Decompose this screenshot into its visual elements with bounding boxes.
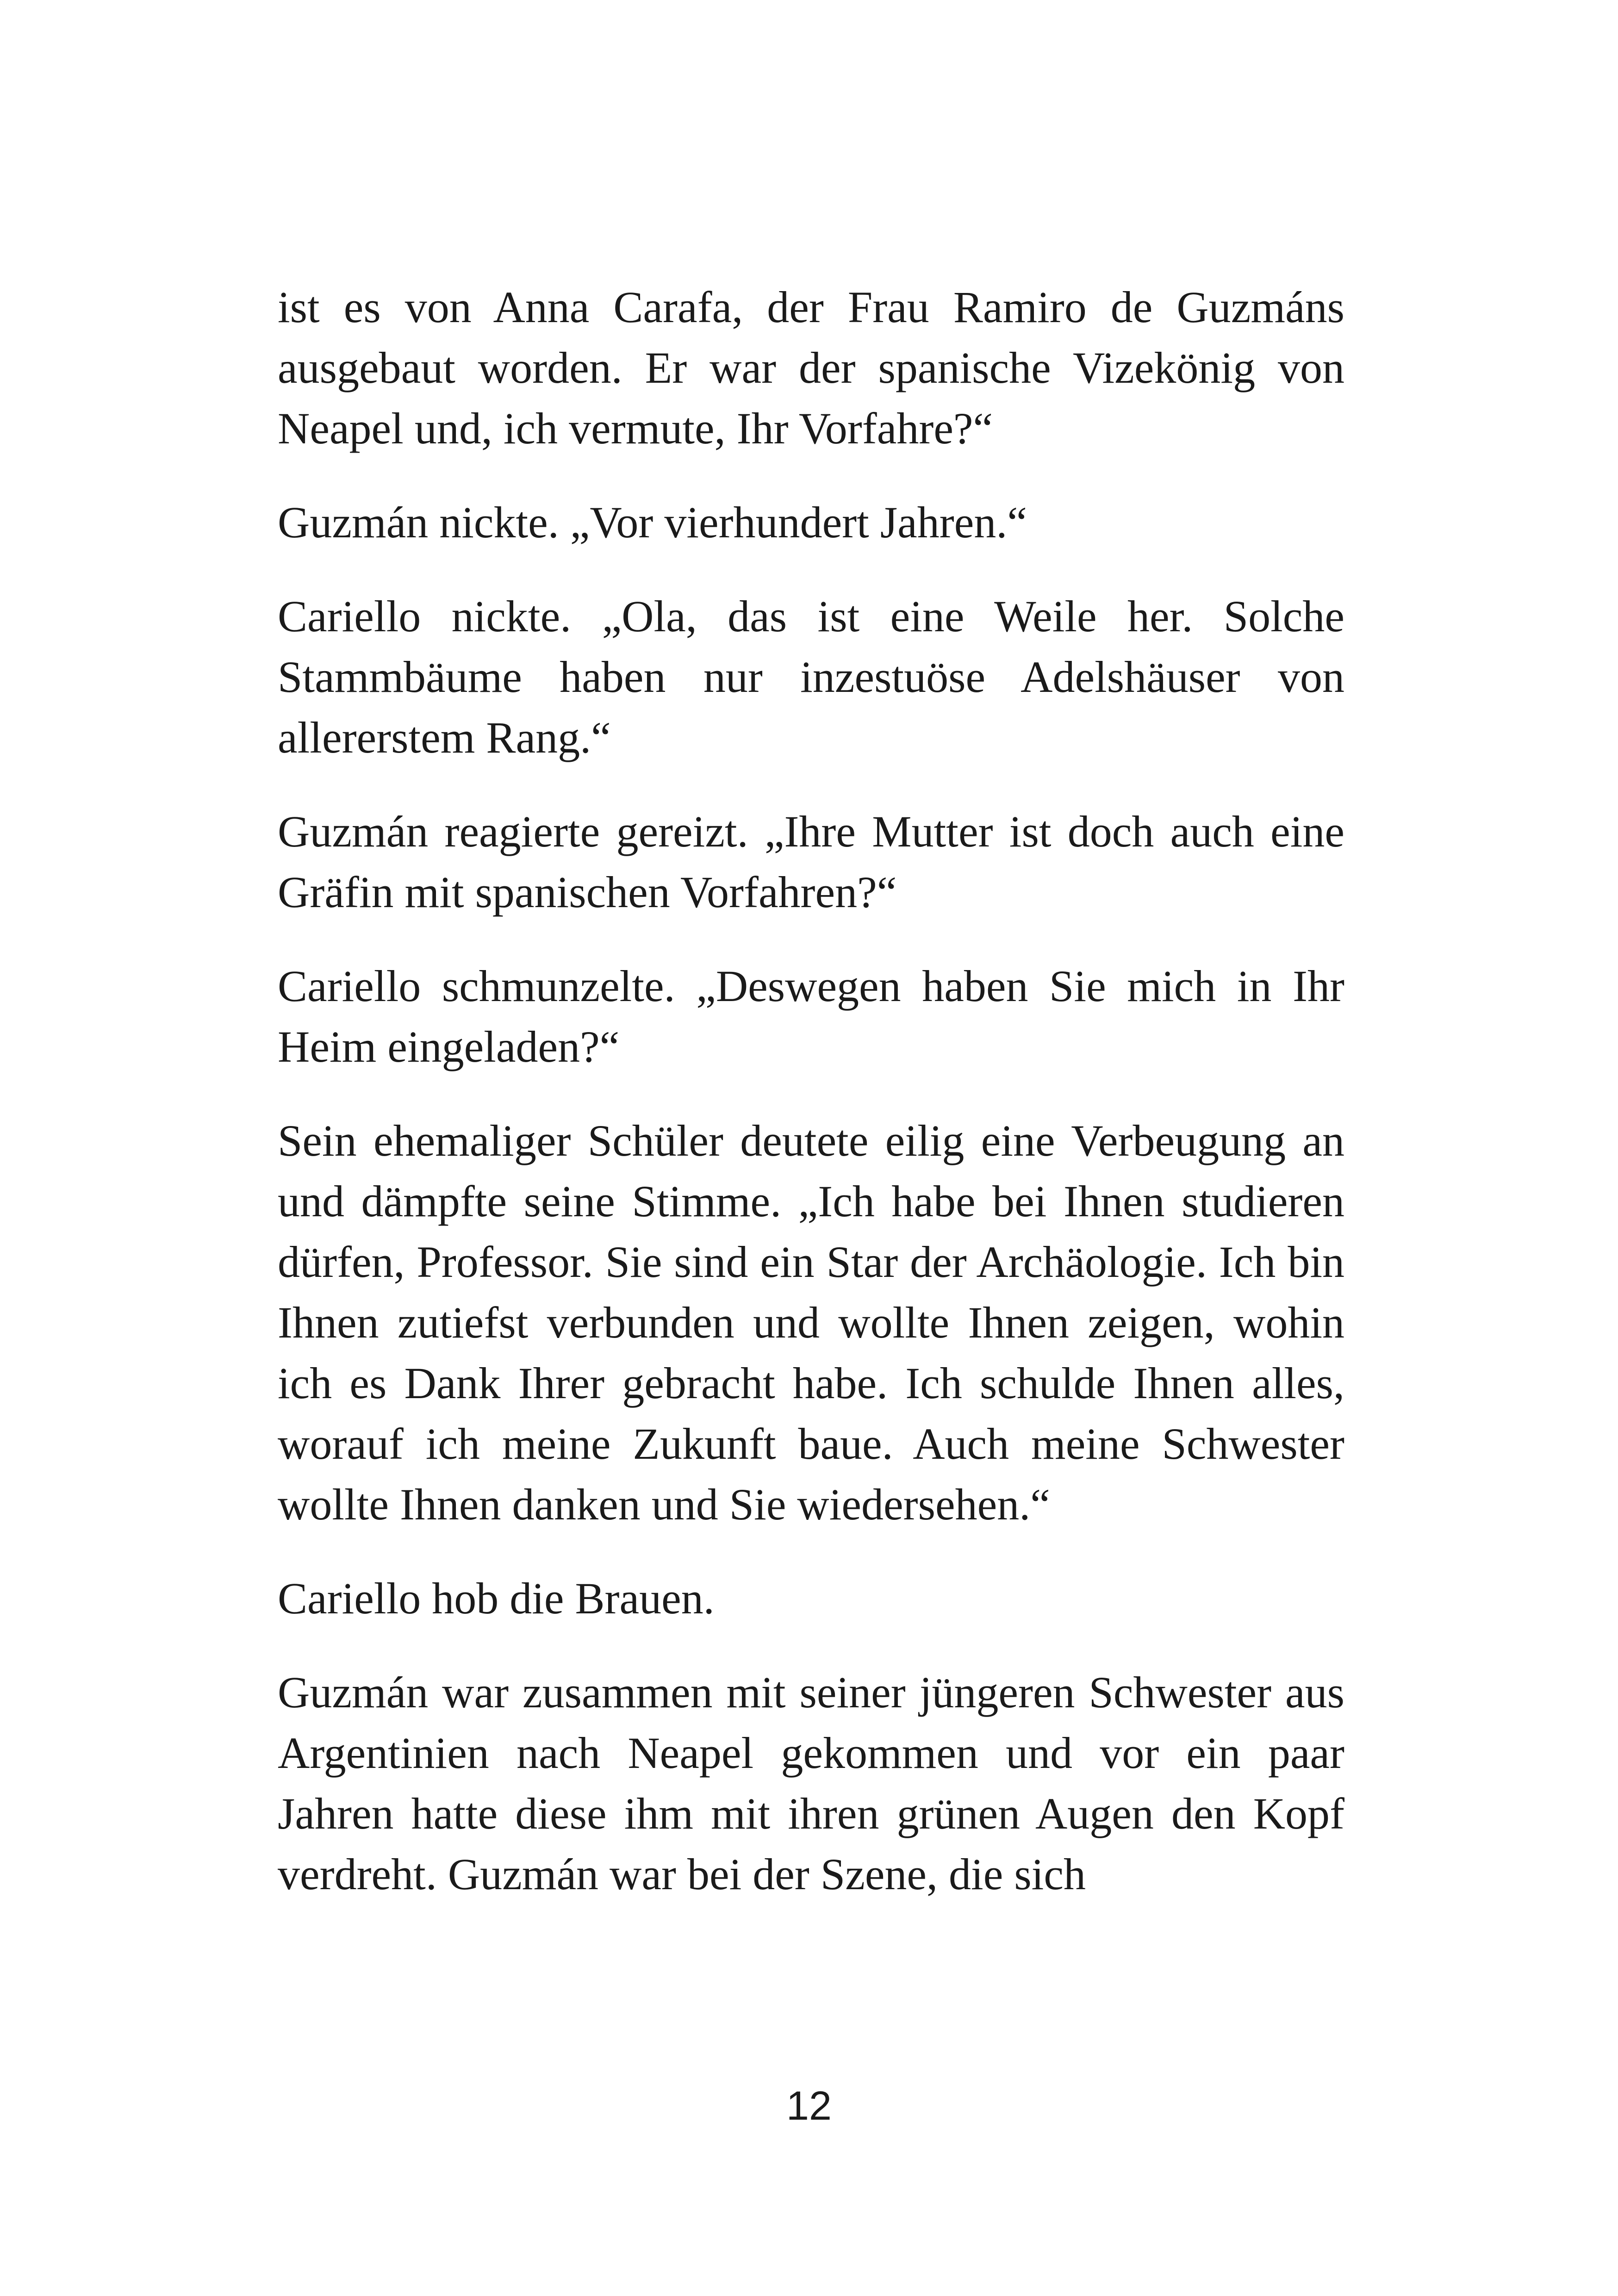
- paragraph: Guzmán nickte. „Vor vierhundert Jahren.“: [278, 498, 1027, 547]
- paragraph: Guzmán reagierte gereizt. „Ihre Mutter ist doch auch eine Gräfin mit spanischen Vorfahren?“: [278, 807, 1344, 917]
- page-number: 12: [786, 2083, 832, 2128]
- paragraph: Sein ehemaliger Schüler deutete eilig eine Verbeugung an und dämpfte seine Stimme. „Ich habe bei Ihnen studieren dürfen, Professor. Sie sind ein Star der Archäologie. Ich bin Ihnen zutiefst verbunden und wollte Ihnen zeigen, wohin ich es Dank Ihrer gebracht habe. Ich schulde Ihnen alles, worauf ich meine Zukunft baue. Auch meine Schwester wollte Ihnen danken und Sie wiedersehen.“: [278, 1116, 1344, 1529]
- paragraph: ist es von Anna Carafa, der Frau Ramiro de Guzmáns ausgebaut worden. Er war der spanische Vizekönig von Neapel und, ich vermute, Ihr Vorfahre?“: [278, 282, 1344, 453]
- paragraph: Cariello nickte. „Ola, das ist eine Weile her. Solche Stammbäume haben nur inzestuöse Adelshäuser von allererstem Rang.“: [278, 591, 1344, 762]
- paragraph: Guzmán war zusammen mit seiner jüngeren Schwester aus Argentinien nach Neapel gekommen und vor ein paar Jahren hatte diese ihm mit ihren grünen Augen den Kopf verdreht. Guzmán war bei der Szene, die sich: [278, 1668, 1344, 1899]
- body-text: [278, 277, 1344, 1938]
- paragraph: Cariello schmunzelte. „Deswegen haben Sie mich in Ihr Heim eingeladen?“: [278, 961, 1344, 1071]
- paragraph: Cariello hob die Brauen.: [278, 1574, 715, 1623]
